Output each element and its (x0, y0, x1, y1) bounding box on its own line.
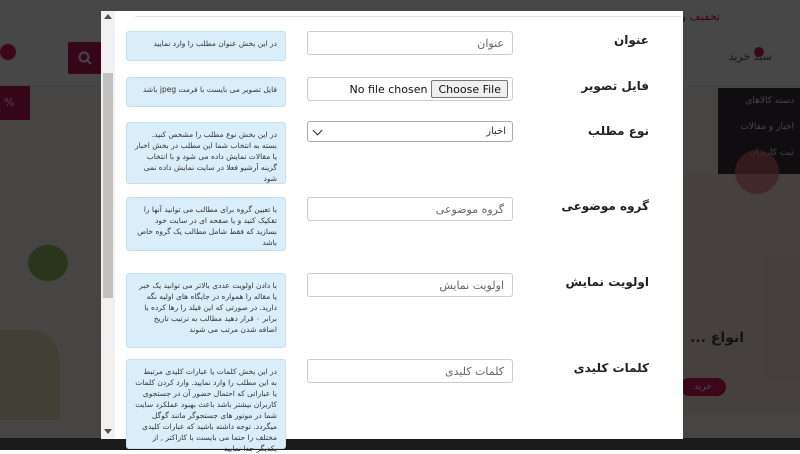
divider (135, 11, 681, 17)
keywords-help: در این بخش کلمات یا عبارات کلیدی مرتبط به این مطلب را وارد نمایید. وارد کردن کلمات یا عباراتی که احتمال حضور آن در جستجوی کاربران بیشتر باشد باعث بهبود عملکرد سایت شما در موتور های جستجوگر مانند گوگل میگردد. توجه داشته باشید که عبارات کلیدی مختلف را حتما می بایست با کاراکتر , از یکدیگر جدا نمایید (126, 359, 286, 449)
title-label: عنوان (614, 33, 649, 47)
keywords-label: کلمات کلیدی (573, 361, 649, 375)
priority-input[interactable] (307, 273, 513, 297)
title-help: در این بخش عنوان مطلب را وارد نمایید (126, 31, 286, 61)
scroll-thumb[interactable] (103, 73, 113, 298)
type-select[interactable] (307, 121, 513, 142)
group-help: با تعیین گروه برای مطالب می توانید آنها را تفکیک کنید و یا صفحه ای در سایت خود بسازید که فقط شامل مطالب یک گروه خاص باشد (126, 197, 286, 251)
chevron-down-icon (313, 125, 323, 135)
keywords-input[interactable] (307, 359, 513, 383)
bottom-band (0, 438, 800, 450)
type-help: در این بخش نوع مطلب را مشخص کنید. بسته به انتخاب شما این مطلب در بخش اخبار یا مقالات نمایش داده می شود و با انتخاب گزینه آرشیو فعلا در سایت نمایش داده نمی شود (126, 122, 286, 184)
group-input[interactable] (307, 197, 513, 221)
scrollbar[interactable] (101, 11, 115, 439)
title-input[interactable] (307, 31, 513, 55)
image-file-help: فایل تصویر می بایست با فرمت jpeg باشد (126, 77, 286, 107)
image-file-input[interactable] (307, 77, 513, 101)
scroll-up-icon[interactable] (104, 14, 112, 19)
article-form-modal (101, 11, 683, 453)
type-selected-value: اخبار (486, 126, 506, 137)
group-label: گروه موضوعی (561, 199, 649, 213)
type-label: نوع مطلب (587, 124, 649, 138)
image-file-label: فایل تصویر (581, 79, 649, 93)
file-status: No file chosen (349, 82, 428, 96)
priority-help: با دادن اولویت عددی بالاتر می توانید یک خبر یا مقاله را همواره در جایگاه های اولیه نگه دارید. در صورتی که این فیلد را رها کرده یا برابر ۰ قرار دهید مطالب به ترتیب تاریخ اضافه شدن مرتب می شوند (126, 273, 286, 348)
priority-label: اولویت نمایش (565, 275, 649, 289)
scroll-down-icon[interactable] (104, 429, 112, 434)
choose-file-button[interactable]: Choose File (431, 80, 508, 98)
